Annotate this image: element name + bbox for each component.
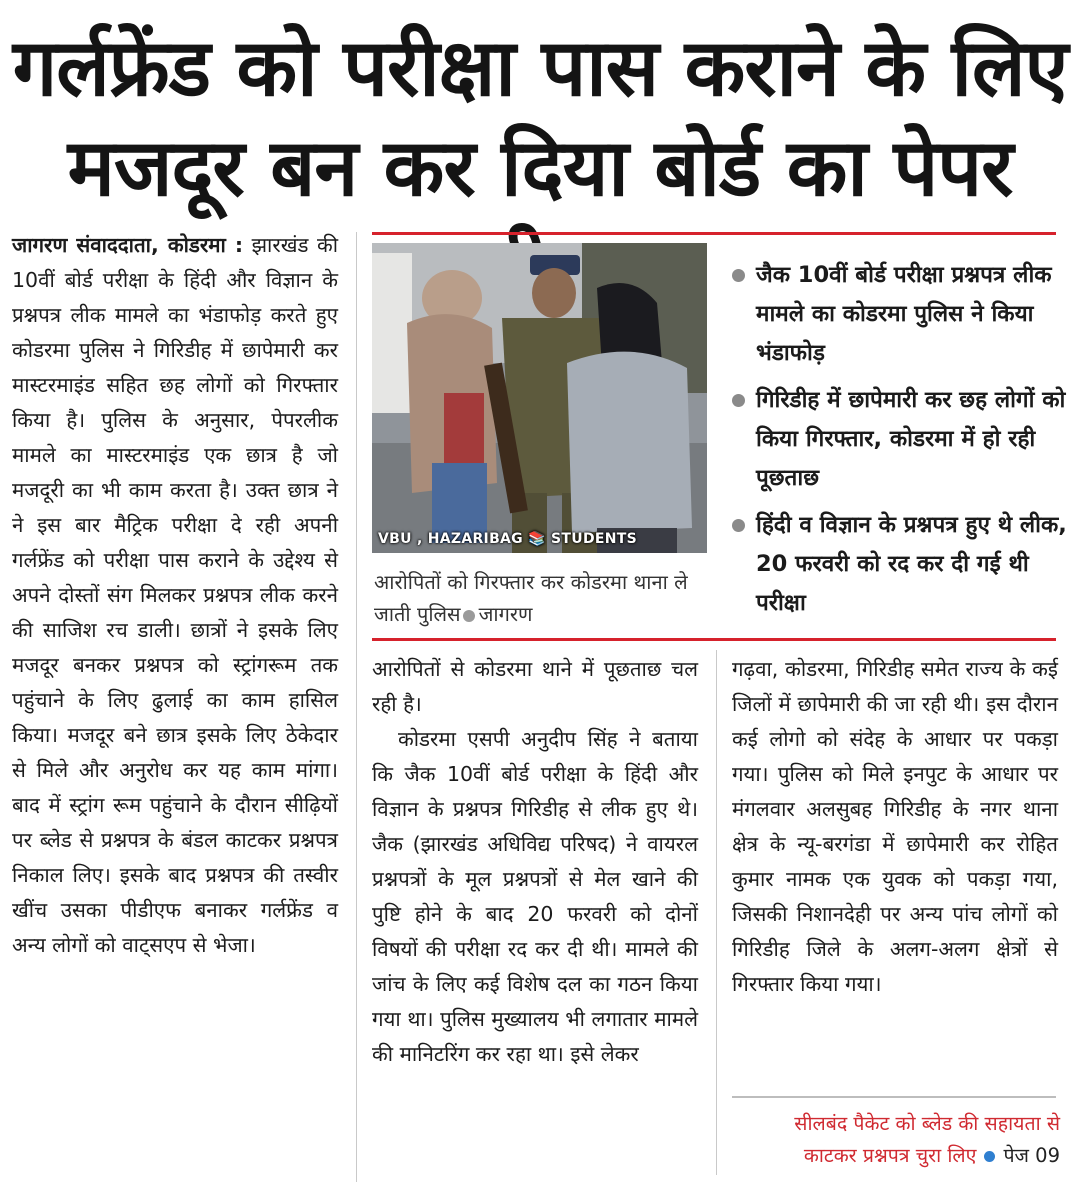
article-column-1 [12, 228, 338, 963]
photo-caption [374, 566, 704, 630]
police-arrest-photo [372, 243, 707, 553]
highlight-item: गिरिडीह में छापेमारी कर छह लोगों को किया गिरफ्तार, कोडरमा में हो रही पूछताछ [730, 381, 1070, 498]
article-column-3 [732, 652, 1058, 1002]
highlight-item: जैक 10वीं बोर्ड परीक्षा प्रश्नपत्र लीक मामले का कोडरमा पुलिस ने किया भंडाफोड़ [730, 256, 1070, 373]
news-photo [372, 243, 707, 553]
caption-source: जागरण [478, 602, 533, 626]
article-column-2 [372, 652, 698, 1072]
column-divider [356, 232, 357, 1182]
caption-dot-icon [463, 610, 475, 622]
teaser-rule [732, 1096, 1056, 1098]
highlight-item: हिंदी व विज्ञान के प्रश्नपत्र हुए थे लीक, 20 फरवरी को रद कर दी गई थी परीक्षा [730, 506, 1070, 623]
highlights-list [730, 256, 1070, 631]
bullet-icon [732, 269, 745, 282]
caption-text: आरोपितों को गिरफ्तार कर कोडरमा थाना ले जाती पुलिस [374, 570, 688, 626]
related-story-teaser[interactable] [740, 1108, 1060, 1172]
col3-paragraph: गढ़वा, कोडरमा, गिरिडीह समेत राज्य के कई जिलों में छापेमारी की जा रही थी। इस दौरान कई लोगो को संदेह के आधार पर पकड़ा गया। पुलिस को मिले इनपुट के आधार पर मंगलवार अलसुबह गिरिडीह के नगर थाना क्षेत्र के न्यू-बरगंडा में छापेमारी कर रोहित कुमार नामक एक युवक को पकड़ा गया, जिसकी निशानदेही पर अन्य पांच लोगों को गिरिडीह जिले के अलग-अलग क्षेत्रों से गिरफ्तार किया गया। [732, 657, 1058, 996]
headline-line-2: मजदूर बन कर दिया बोर्ड का पेपर [67, 122, 1013, 214]
column-divider [716, 650, 717, 1175]
col2-paragraph-1: आरोपितों से कोडरमा थाने में पूछताछ चल रही है। [372, 657, 698, 716]
bullet-icon [732, 519, 745, 532]
page-reference: पेज 09 [1003, 1144, 1060, 1167]
byline: जागरण संवाददाता, कोडरमा : [12, 233, 244, 257]
col2-paragraph-2: कोडरमा एसपी अनुदीप सिंह ने बताया कि जैक 10वीं बोर्ड परीक्षा के हिंदी और विज्ञान के प्रश्नपत्र गिरिडीह से लीक हुए थे। जैक (झारखंड अधिविद्य परिषद) ने वायरल प्रश्नपत्रों के मूल प्रश्नपत्रों से मेल खाने की पुष्टि होने के बाद 20 फरवरी को दोनों विषयों की परीक्षा रद कर दी थी। मामले की जांच के लिए कई विशेष दल का गठन किया गया था। पुलिस मुख्यालय भी लगातार मामले की मानिटरिंग कर रहा था। इसे लेकर [372, 727, 698, 1066]
photo-credit: VBU , HAZARIBAG 📚 STUDENTS [378, 531, 637, 547]
teaser-line-2: काटकर प्रश्नपत्र चुरा लिए [803, 1144, 977, 1167]
teaser-line-1: सीलबंद पैकेट को ब्लेड की सहायता से [794, 1112, 1060, 1135]
teaser-dot-icon [984, 1151, 995, 1162]
bullet-icon [732, 394, 745, 407]
section-rule-mid [372, 638, 1056, 641]
headline-line-1: गर्लफ्रेंड को परीक्षा पास कराने के लिए [12, 22, 1068, 114]
section-rule-top [372, 232, 1056, 235]
article-body-col1: झारखंड की 10वीं बोर्ड परीक्षा के हिंदी और विज्ञान के प्रश्नपत्र लीक मामले का भंडाफोड़ करते हुए कोडरमा पुलिस ने गिरिडीह में छापेमारी कर मास्टरमाइंड सहित छह लोगों को गिरफ्तार किया है। पुलिस के अनुसार, पेपरलीक मामले का मास्टरमाइंड एक छात्र है जो मजदूरी का भी काम करता है। उक्त छात्र ने ने इस बार मैट्रिक परीक्षा दे रही अपनी गर्लफ्रेंड को परीक्षा पास कराने के उद्देश्य से अपने दोस्तों संग मिलकर प्रश्नपत्र लीक करने की साजिश रच डाली। छात्रों ने इसके लिए मजदूर बनकर प्रश्नपत्र को स्ट्रांगरूम तक पहुंचाने के लिए ढुलाई का काम हासिल किया। मजदूर बने छात्र इसके लिए ठेकेदार से मिले और अनुरोध कर यह काम मांगा। बाद में स्ट्रांग रूम पहुंचाने के दौरान सीढ़ियों पर ब्लेड से प्रश्नपत्र के बंडल काटकर प्रश्नपत्र निकाल लिए। इसके बाद प्रश्नपत्र की तस्वीर खींच उसका पीडीएफ बनाकर गर्लफ्रेंड व अन्य लोगों को वाट्सएप से भेजा। [12, 233, 338, 957]
